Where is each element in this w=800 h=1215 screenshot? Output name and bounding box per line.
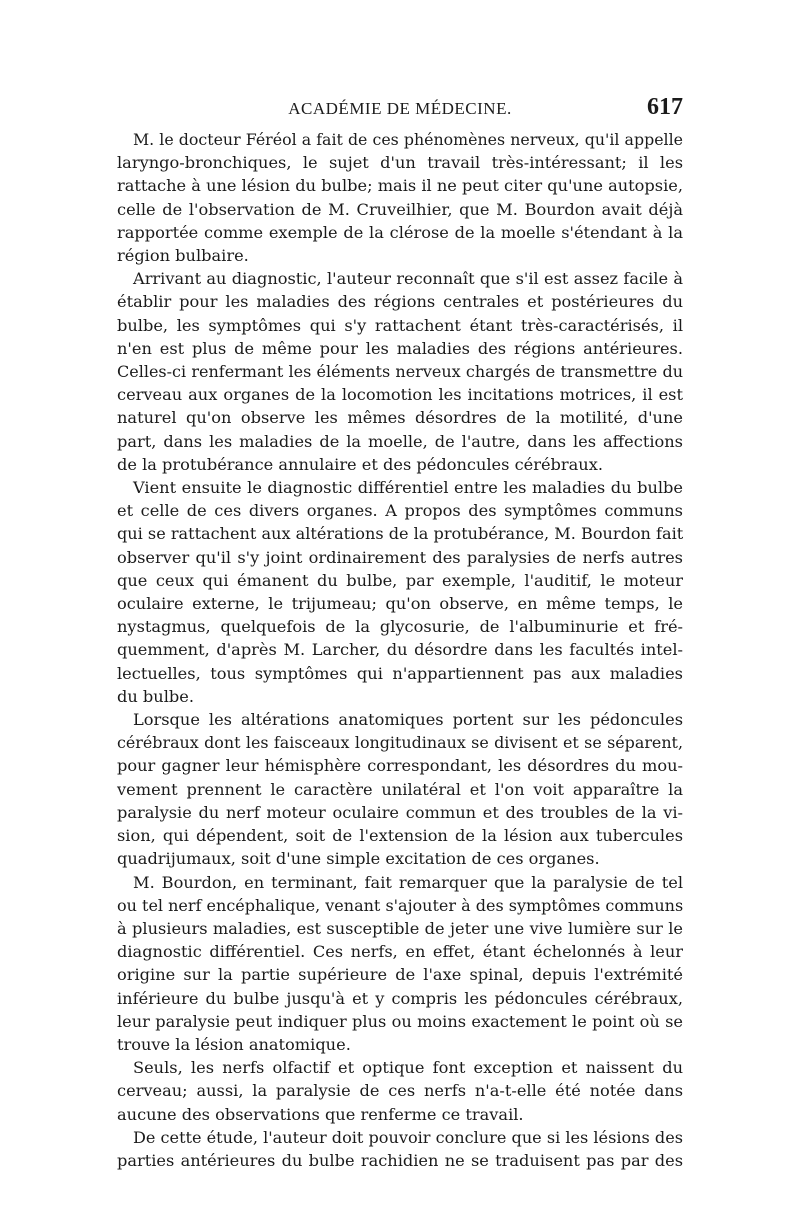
- paragraph-feréol: [117, 128, 683, 267]
- text-line: De cette étude, l'auteur doit pouvoir conclure que si les lésions des: [133, 1127, 683, 1147]
- running-title: ACADÉMIE DE MÉDECINE.: [288, 99, 512, 118]
- text-line: sion, qui dépendent, soit de l'extension de la lésion aux tubercules: [117, 826, 683, 846]
- paragraph-olfactif: [117, 1056, 683, 1126]
- text-line: quemment, d'après M. Larcher, du désordre dans les facultés intel-: [117, 640, 683, 660]
- text-line: établir pour les maladies des régions centrales et postérieures du: [117, 292, 683, 312]
- text-line: Seuls, les nerfs olfactif et optique font exception et naissent du: [133, 1058, 683, 1078]
- text-line: cerveau aux organes de la locomotion les incitations motrices, il est: [117, 385, 683, 405]
- paragraph-conclusion-bourdon: [117, 871, 683, 1057]
- text-line: et celle de ces divers organes. A propos des symptômes communs: [117, 501, 683, 521]
- text-line: région bulbaire.: [117, 246, 249, 266]
- text-line: nystagmus, quelquefois de la glycosurie, de l'albuminurie et fré-: [117, 617, 683, 637]
- paragraph-etude: [117, 1126, 683, 1172]
- paragraph-differential: [117, 476, 683, 708]
- text-line: aucune des observations que renferme ce travail.: [117, 1104, 524, 1124]
- text-line: diagnostic différentiel. Ces nerfs, en effet, étant échelonnés à leur: [117, 942, 683, 962]
- paragraph-diagnostic: [117, 267, 683, 476]
- text-line: paralysie du nerf moteur oculaire commun et des troubles de la vi-: [117, 802, 683, 822]
- text-line: n'en est plus de même pour les maladies des régions antérieures.: [117, 338, 683, 358]
- text-line: cérébraux dont les faisceaux longitudinaux se divisent et se séparent,: [117, 733, 683, 753]
- text-line: vement prennent le caractère unilatéral et l'on voit apparaître la: [117, 779, 683, 799]
- text-line: de la protubérance annulaire et des pédoncules cérébraux.: [117, 454, 603, 474]
- paragraph-pedoncules: [117, 708, 683, 870]
- text-line: inférieure du bulbe jusqu'à et y compris les pédoncules cérébraux,: [117, 988, 683, 1008]
- text-line: ou tel nerf encéphalique, venant s'ajouter à des symptômes communs: [117, 895, 684, 915]
- text-line: quadrijumaux, soit d'une simple excitation de ces organes.: [117, 849, 600, 869]
- text-line: qui se rattachent aux altérations de la protubérance, M. Bourdon fait: [117, 524, 684, 544]
- text-line: Lorsque les altérations anatomiques portent sur les pédoncules: [133, 710, 683, 730]
- text-line: cerveau; aussi, la paralysie de ces nerfs n'a-t-elle été notée dans: [117, 1081, 683, 1101]
- text-line: rattache à une lésion du bulbe; mais il ne peut citer qu'une autopsie,: [117, 176, 683, 196]
- text-line: leur paralysie peut indiquer plus ou moins exactement le point où se: [117, 1011, 683, 1031]
- page-number: 617: [647, 94, 683, 120]
- text-line: celle de l'observation de M. Cruveilhier, que M. Bourdon avait déjà: [117, 199, 683, 219]
- text-line: M. Bourdon, en terminant, fait remarquer que la paralysie de tel: [133, 872, 683, 892]
- text-line: pour gagner leur hémisphère correspondant, les désordres du mou-: [117, 756, 683, 776]
- text-line: M. le docteur Féréol a fait de ces phénomènes nerveux, qu'il appelle: [133, 130, 683, 149]
- text-line: à plusieurs maladies, est susceptible de jeter une vive lumière sur le: [117, 918, 683, 938]
- text-line: que ceux qui émanent du bulbe, par exemple, l'auditif, le moteur: [117, 570, 683, 590]
- text-line: parties antérieures du bulbe rachidien ne se traduisent pas par des: [117, 1150, 683, 1170]
- text-line: du bulbe.: [117, 686, 194, 706]
- text-line: trouve la lésion anatomique.: [117, 1034, 351, 1054]
- body-text: [117, 128, 683, 1172]
- text-line: rapportée comme exemple de la clérose de la moelle s'étendant à la: [117, 222, 683, 242]
- text-line: origine sur la partie supérieure de l'axe spinal, depuis l'extrémité: [117, 965, 683, 985]
- text-line: Arrivant au diagnostic, l'auteur reconnaît que s'il est assez facile à: [133, 269, 683, 289]
- text-line: oculaire externe, le trijumeau; qu'on observe, en même temps, le: [117, 594, 683, 614]
- running-head: [117, 94, 683, 122]
- text-line: observer qu'il s'y joint ordinairement des paralysies de nerfs autres: [117, 547, 683, 567]
- text-line: part, dans les maladies de la moelle, de l'autre, dans les affections: [117, 431, 683, 451]
- text-line: Celles-ci renfermant les éléments nerveux chargés de transmettre du: [117, 362, 683, 382]
- text-line: bulbe, les symptômes qui s'y rattachent étant très-caractérisés, il: [117, 315, 683, 335]
- text-line: laryngo-bronchiques, le sujet d'un travail très-intéressant; il les: [117, 153, 683, 173]
- text-line: Vient ensuite le diagnostic différentiel entre les maladies du bulbe: [133, 478, 683, 498]
- text-line: lectuelles, tous symptômes qui n'appartiennent pas aux maladies: [117, 663, 683, 683]
- text-line: naturel qu'on observe les mêmes désordres de la motilité, d'une: [117, 408, 683, 428]
